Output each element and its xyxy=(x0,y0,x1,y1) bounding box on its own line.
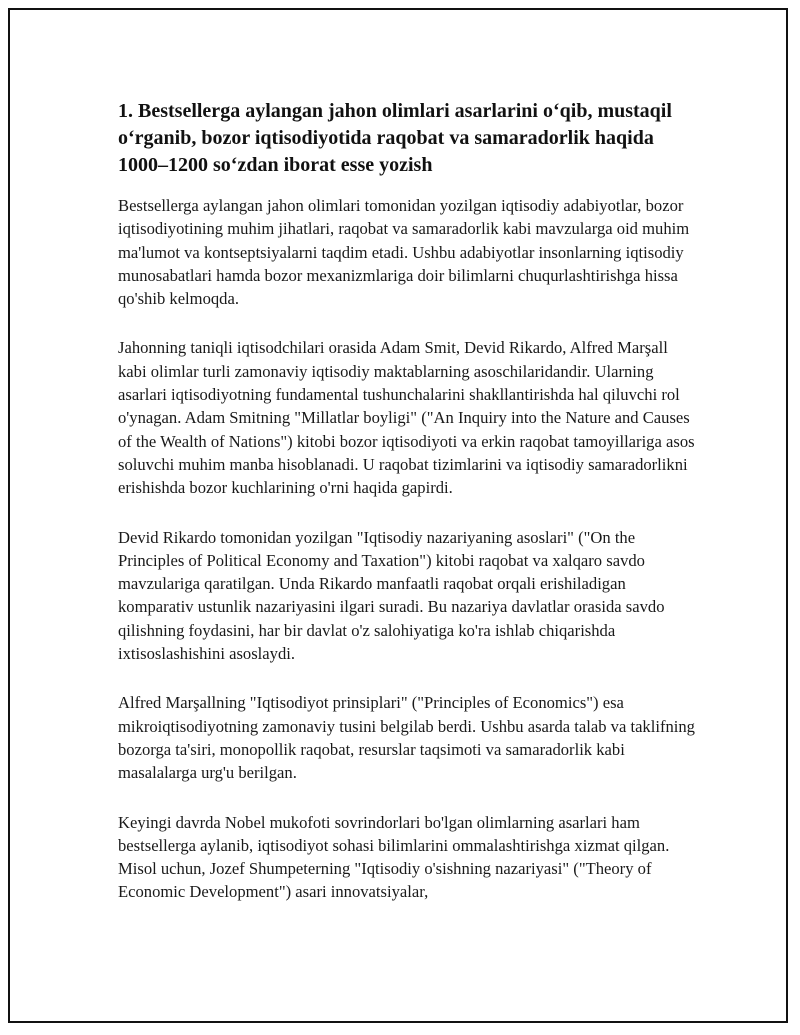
paragraph-nobel-laureates: Keyingi davrda Nobel mukofoti sovrindorlari bo'lgan olimlarning asarlari ham bestsellerga aylanib, iqtisodiyot sohasi bilimlarini ommalashtirishga xizmat qilgan. Misol uchun, Jozef Shumpeterning "Iqtisodiy o'sishning nazariyasi" ("Theory of Economic Development") asari innovatsiyalar, xyxy=(118,812,670,902)
document-body xyxy=(118,98,700,930)
essay-heading: 1. Bestsellerga aylangan jahon olimlari asarlarini o‘qib, mustaqil o‘rganib, bozor iqtisodiyotida raqobat va samaradorlik haqida 1000–1200 so‘zdan iborat esse yozish xyxy=(118,100,672,176)
paragraph-adam-smith: Jahonning taniqli iqtisodchilari orasida Adam Smit, Devid Rikardo, Alfred Marşall kabi olimlar turli zamonaviy iqtisodiy maktablarning asoschilaridandir. Ularning asarlari iqtisodiyotning fundamental tushunchalarini shakllantirishda hal qiluvchi rol o'ynagan. Adam Smitning "Millatlar boyligi" ("An Inquiry into the Nature and Causes of the Wealth of Nations") kitobi bozor iqtisodiyoti va erkin raqobat tamoyillariga asos soluvchi muhim manba hisoblanadi. U raqobat tizimlarini va iqtisodiy samaradorlikni erishishda bozor kuchlarining o'rni haqida gapirdi. xyxy=(118,338,695,498)
paragraph-ricardo: Devid Rikardo tomonidan yozilgan "Iqtisodiy nazariyaning asoslari" ("On the Principles of Political Economy and Taxation") kitobi raqobat va xalqaro savdo mavzulariga qaratilgan. Unda Rikardo manfaatli raqobat orqali erishiladigan komparativ ustunlik nazariyasini ilgari suradi. Bu nazariya davlatlar orasida savdo qilishning foydasini, har bir davlat o'z salohiyatiga ko'ra ishlab chiqarishda ixtisoslashishini asoslaydi. xyxy=(118,527,665,664)
paragraph-intro: Bestsellerga aylangan jahon olimlari tomonidan yozilgan iqtisodiy adabiyotlar, bozor iqtisodiyotining muhim jihatlari, raqobat va samaradorlik kabi mavzularga oid muhim ma'lumot va kontseptsiyalarni taqdim etadi. Ushbu adabiyotlar insonlarning iqtisodiy munosabatlari hamda bozor mexanizmlariga doir bilimlarni chuqurlashtirishga hissa qo'shib kelmoqda. xyxy=(118,196,690,309)
document-page xyxy=(8,8,788,1023)
paragraph-marshall: Alfred Marşallning "Iqtisodiyot prinsiplari" ("Principles of Economics") esa mikroiqtisodiyotning zamonaviy tusini belgilab berdi. Ushbu asarda talab va taklifning bozorga ta'siri, monopollik raqobat, resurslar taqsimoti va samaradorlik kabi masalalarga urg'u berilgan. xyxy=(118,693,695,783)
